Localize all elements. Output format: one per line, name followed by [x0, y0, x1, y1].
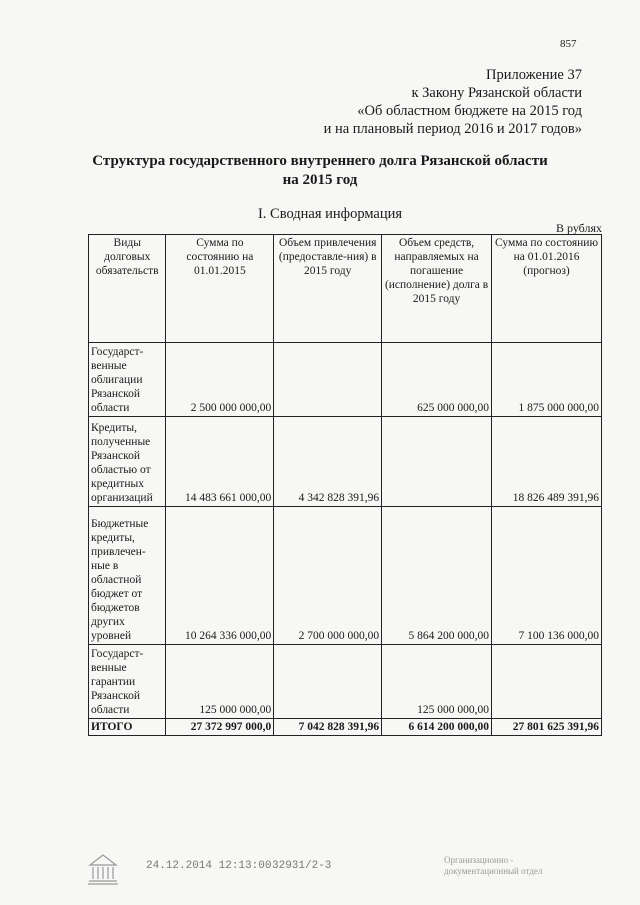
- cell-amount-repaid: 625 000 000,00: [382, 343, 492, 417]
- department-line: Организационно -: [444, 855, 514, 865]
- department-line: документационный отдел: [444, 866, 543, 876]
- appendix-line: Приложение 37: [486, 67, 582, 83]
- total-label: ИТОГО: [89, 719, 166, 736]
- total-amount-raised: 7 042 828 391,96: [274, 719, 382, 736]
- cell-amount-end: 18 826 489 391,96: [492, 417, 602, 507]
- appendix-line: к Закону Рязанской области: [411, 85, 582, 101]
- page-number: 857: [560, 38, 577, 50]
- appendix-line: «Об областном бюджете на 2015 год: [357, 103, 582, 119]
- table-row: [89, 343, 602, 417]
- cell-amount-start: 10 264 336 000,00: [166, 507, 274, 645]
- cell-amount-repaid: 125 000 000,00: [382, 645, 492, 719]
- cell-amount-repaid: 5 864 200 000,00: [382, 507, 492, 645]
- footer-timestamp: 24.12.2014 12:13:00: [146, 860, 272, 872]
- table-header-row: [89, 235, 602, 343]
- cell-amount-end: 7 100 136 000,00: [492, 507, 602, 645]
- table-row: [89, 417, 602, 507]
- table-total-row: [89, 719, 602, 736]
- cell-amount-start: 2 500 000 000,00: [166, 343, 274, 417]
- column-header: Объем средств, направляемых на погашение (исполнение) долга в 2015 году: [382, 235, 492, 343]
- column-header: Виды долговых обязательств: [89, 235, 166, 343]
- title-line: на 2015 год: [282, 172, 358, 188]
- cell-amount-end: [492, 645, 602, 719]
- row-label: Кредиты, полученные Рязанской областью от кредитных организаций: [89, 417, 166, 507]
- cell-amount-raised: [274, 343, 382, 417]
- appendix-line: и на плановый период 2016 и 2017 годов»: [323, 121, 582, 137]
- total-amount-end: 27 801 625 391,96: [492, 719, 602, 736]
- cell-amount-start: 14 483 661 000,00: [166, 417, 274, 507]
- column-header: Объем привлечения (предоставле-ния) в 2015 году: [274, 235, 382, 343]
- section-title: I. Сводная информация: [257, 206, 403, 222]
- debt-table: [88, 234, 602, 736]
- title-line: Структура государственного внутреннего долга Рязанской области: [92, 153, 548, 169]
- total-amount-start: 27 372 997 000,0: [166, 719, 274, 736]
- cell-amount-raised: [274, 645, 382, 719]
- footer-department: [444, 855, 542, 877]
- document-title: [60, 152, 580, 190]
- units-label: В рублях: [555, 221, 602, 235]
- column-header: Сумма по состоянию на 01.01.2016 (прогноз): [492, 235, 602, 343]
- table-row: [89, 645, 602, 719]
- cell-amount-repaid: [382, 417, 492, 507]
- building-stamp-icon: [86, 852, 120, 886]
- appendix-reference: [324, 66, 582, 138]
- cell-amount-raised: 4 342 828 391,96: [274, 417, 382, 507]
- footer-document-code: 32931/2-3: [272, 860, 332, 872]
- table-row: [89, 507, 602, 645]
- cell-amount-end: 1 875 000 000,00: [492, 343, 602, 417]
- cell-amount-raised: 2 700 000 000,00: [274, 507, 382, 645]
- column-header: Сумма по состоянию на 01.01.2015: [166, 235, 274, 343]
- total-amount-repaid: 6 614 200 000,00: [382, 719, 492, 736]
- row-label: Государст-венные гарантии Рязанской области: [89, 645, 166, 719]
- row-label: Государст-венные облигации Рязанской области: [89, 343, 166, 417]
- row-label: Бюджетные кредиты, привлечен-ные в областной бюджет от бюджетов других уровней: [89, 507, 166, 645]
- cell-amount-start: 125 000 000,00: [166, 645, 274, 719]
